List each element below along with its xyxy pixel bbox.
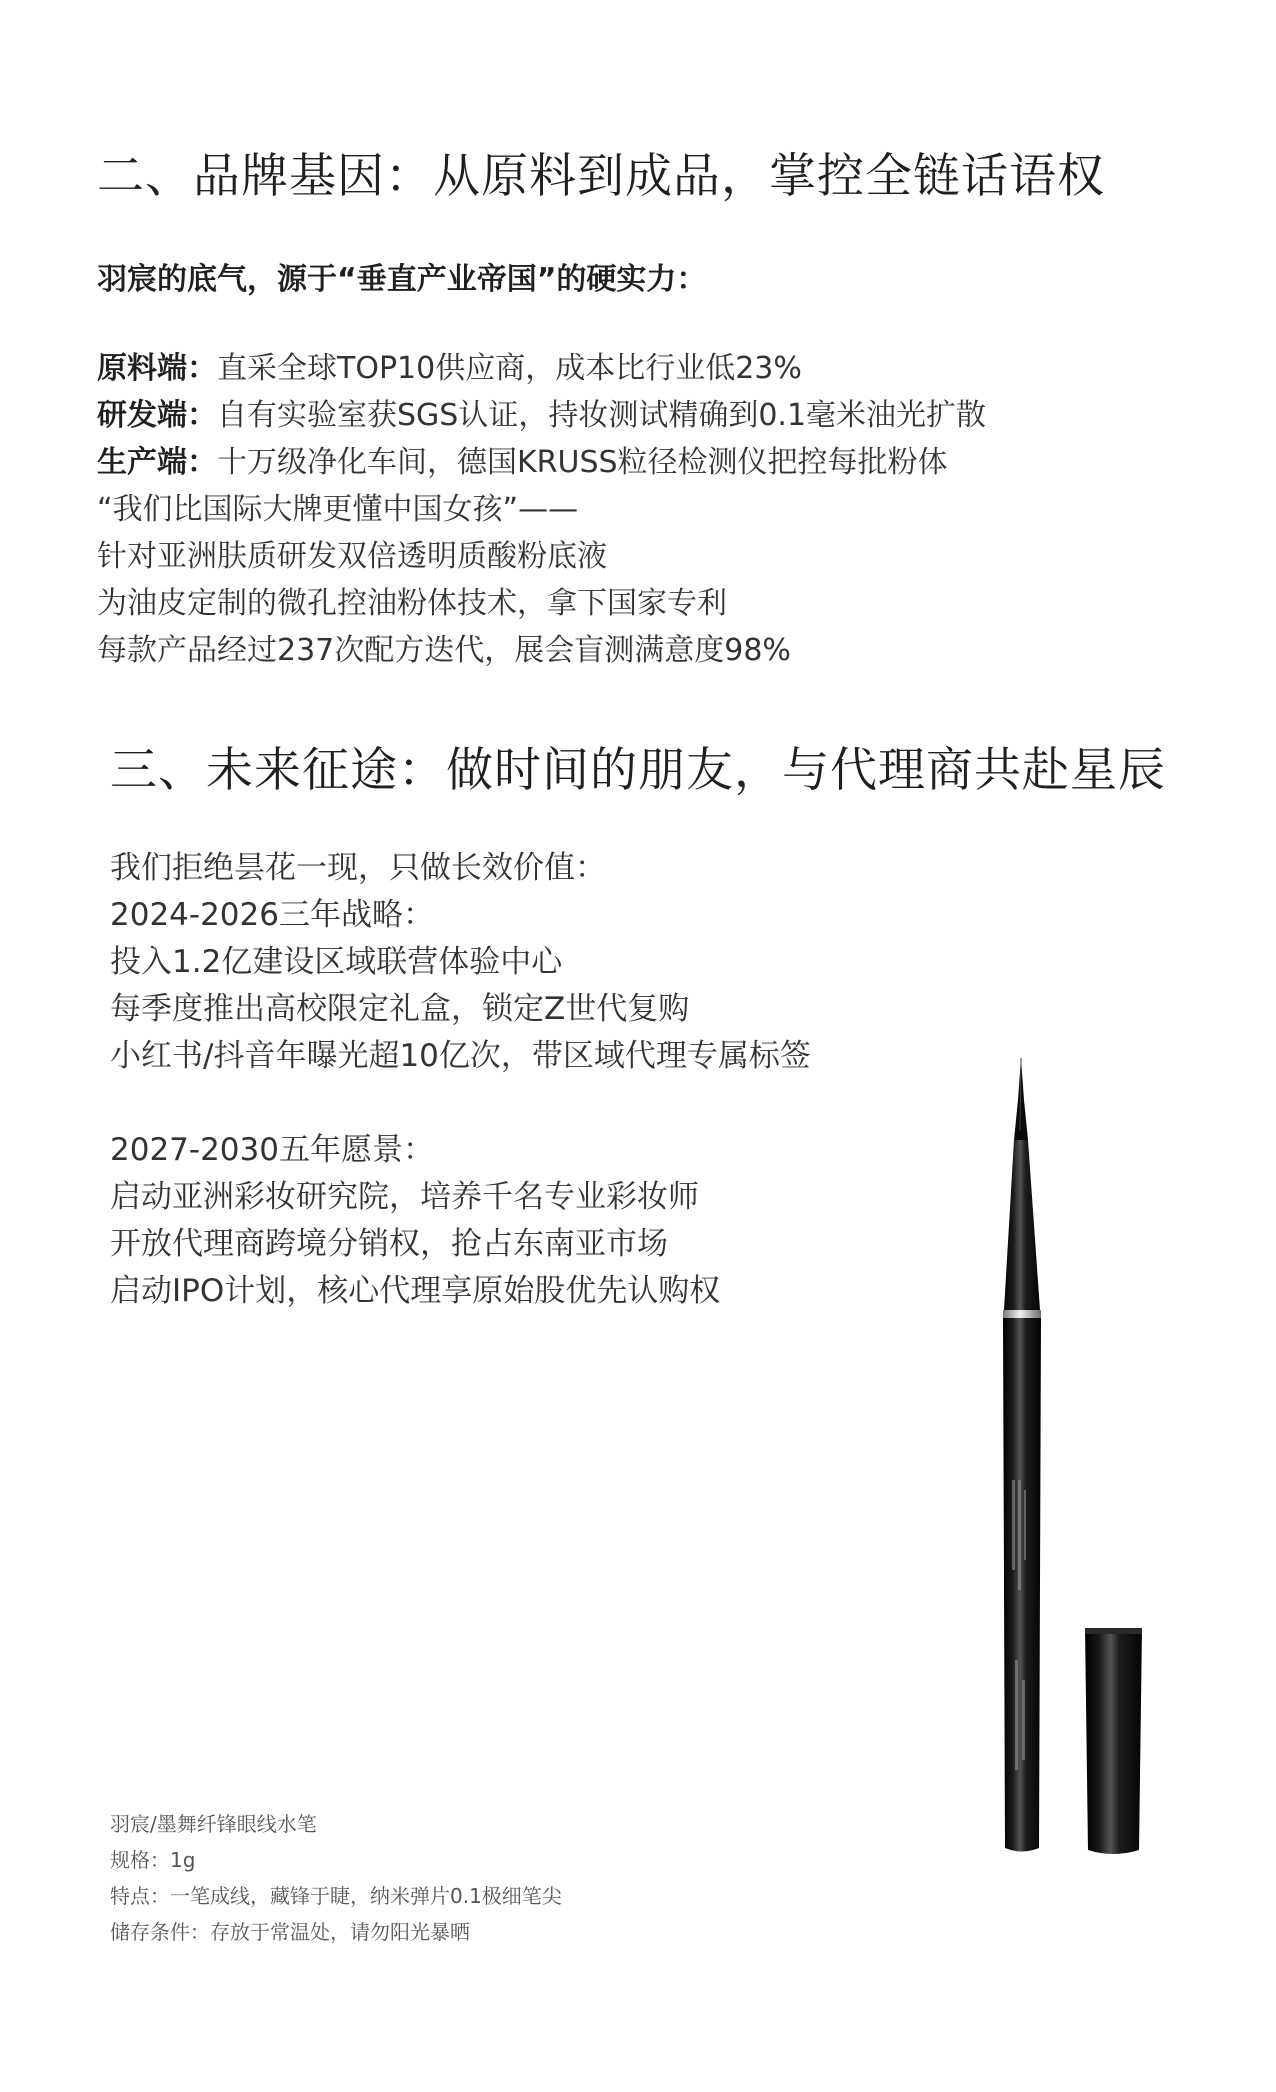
section3-body bbox=[110, 845, 811, 1315]
strategy-line: 2024-2026三年战略： bbox=[110, 897, 434, 933]
item-sep: ： bbox=[187, 445, 217, 480]
strategy-line: 小红书/抖音年曝光超10亿次，带区域代理专属标签 bbox=[110, 1038, 811, 1074]
spacer bbox=[110, 1080, 811, 1127]
pen-nose bbox=[1004, 1140, 1040, 1310]
section3-title: 三、未来征途：做时间的朋友，与代理商共赴星辰 bbox=[110, 743, 1166, 798]
eyeliner-product-image bbox=[960, 1040, 1160, 1870]
product-feature: 特点：一笔成线，藏锋于睫，纳米弹片0.1极细笔尖 bbox=[110, 1884, 562, 1908]
quote-line: “我们比国际大牌更懂中国女孩”—— bbox=[97, 492, 579, 527]
strategy-line: 每季度推出高校限定礼盒，锁定Z世代复购 bbox=[110, 991, 690, 1027]
supply-chain-item bbox=[97, 345, 986, 392]
item-label: 研发端 bbox=[97, 398, 187, 433]
item-text: 自有实验室获SGS认证，持妆测试精确到0.1毫米油光扩散 bbox=[217, 398, 987, 433]
item-text: 直采全球TOP10供应商，成本比行业低23% bbox=[217, 351, 802, 386]
vision-line: 开放代理商跨境分销权，抢占东南亚市场 bbox=[110, 1226, 668, 1262]
item-label: 原料端 bbox=[97, 351, 187, 386]
pen-ring bbox=[1003, 1310, 1041, 1318]
item-text: 十万级净化车间，德国KRUSS粒径检测仪把控每批粉体 bbox=[217, 445, 948, 480]
pen-cap bbox=[1085, 1628, 1142, 1854]
vision-line: 启动IPO计划，核心代理享原始股优先认购权 bbox=[110, 1273, 721, 1309]
product-name: 羽宸/墨舞纤锋眼线水笔 bbox=[110, 1812, 317, 1836]
product-storage: 储存条件：存放于常温处，请勿阳光暴晒 bbox=[110, 1920, 470, 1944]
product-spec bbox=[110, 1806, 562, 1950]
section2-title: 二、品牌基因：从原料到成品，掌控全链话语权 bbox=[97, 149, 1105, 204]
vision-line: 启动亚洲彩妆研究院，培养千名专业彩妆师 bbox=[110, 1179, 699, 1215]
item-label: 生产端 bbox=[97, 445, 187, 480]
quote-line: 针对亚洲肤质研发双倍透明质酸粉底液 bbox=[97, 539, 607, 574]
quote-line: 为油皮定制的微孔控油粉体技术，拿下国家专利 bbox=[97, 586, 727, 621]
quote-line: 每款产品经过237次配方迭代，展会盲测满意度98% bbox=[97, 633, 791, 668]
vision-line: 2027-2030五年愿景： bbox=[110, 1132, 434, 1168]
strategy-line: 投入1.2亿建设区域联营体验中心 bbox=[110, 944, 563, 980]
section2-intro: 羽宸的底气，源于“垂直产业帝国”的硬实力： bbox=[97, 262, 707, 297]
supply-chain-item bbox=[97, 439, 986, 486]
item-sep: ： bbox=[187, 398, 217, 433]
item-sep: ： bbox=[187, 351, 217, 386]
supply-chain-item bbox=[97, 392, 986, 439]
product-size: 规格：1g bbox=[110, 1848, 196, 1872]
pen-barrel bbox=[1003, 1318, 1041, 1852]
strategy-line: 我们拒绝昙花一现，只做长效价值： bbox=[110, 850, 606, 886]
section2-body bbox=[97, 345, 986, 674]
